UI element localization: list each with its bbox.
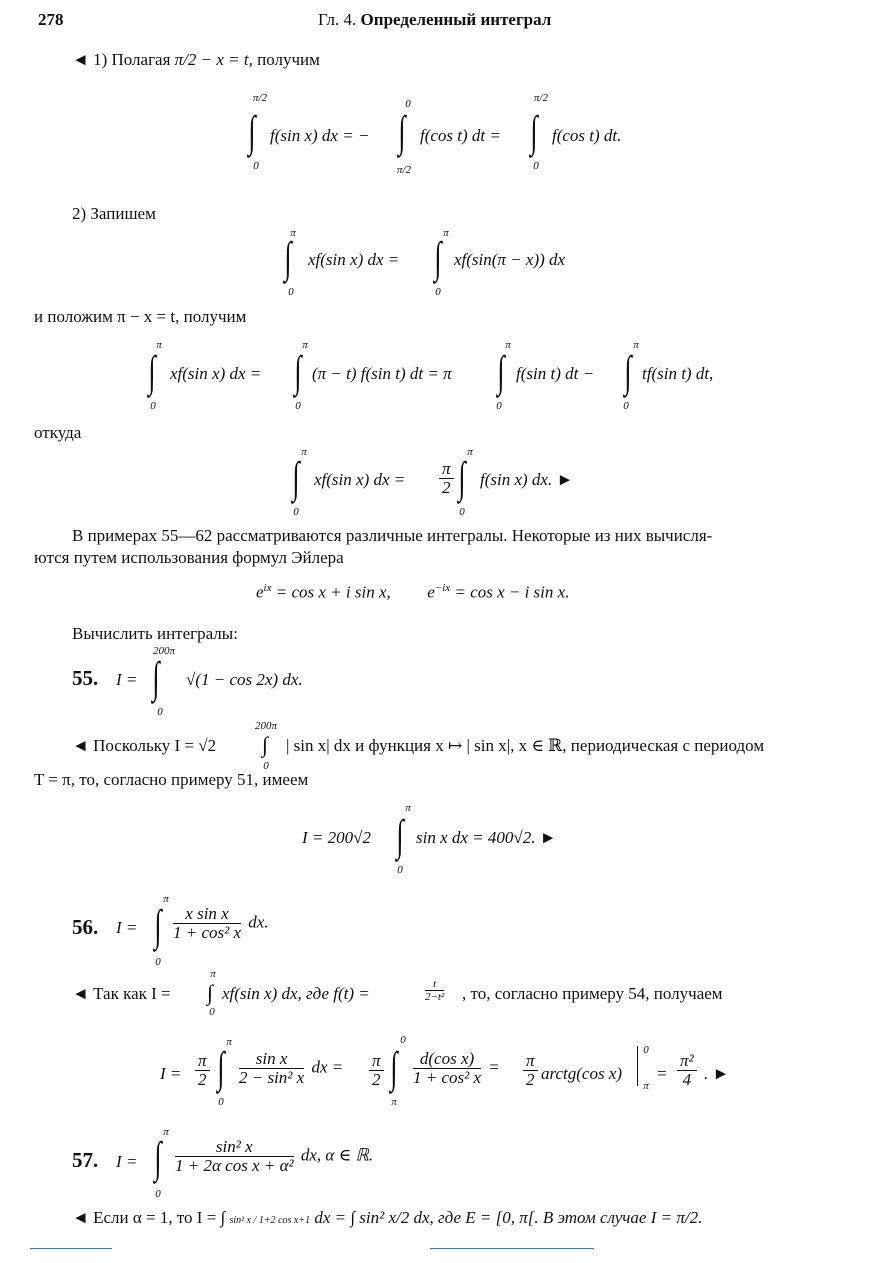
p9-fraction: sin² x / 1+2 cos x+1 (229, 1215, 311, 1226)
eq4-left: xf(sin x) dx = (314, 470, 406, 489)
eq3-upper-a: π (156, 339, 162, 351)
euler-e1-rest: = cos x + i sin x, (275, 582, 391, 602)
eq2-lower-b: 0 (435, 286, 441, 298)
eq6-coef-a: $\frac{\pi}{2}$ (192, 1052, 213, 1089)
paragraph-6: Вычислить интегралы: (72, 624, 238, 643)
example-number: 55. (72, 666, 99, 690)
eq1-upper-a: π/2 (252, 92, 268, 104)
ex55-lhs: I = (116, 670, 138, 689)
eq6-lower-b: π (391, 1096, 397, 1108)
eq2-right: xf(sin(π − x)) dx (454, 250, 566, 269)
integral-sign-icon: ∫ (154, 901, 162, 950)
p8-start: ◄ Так как I = (72, 984, 171, 1003)
eq6-eval-bottom: π (643, 1080, 649, 1092)
chapter-title: Определенный интеграл (360, 10, 552, 29)
p7-line-2: T = π, то, согласно примеру 51, имеем (34, 770, 309, 789)
footer-link-left[interactable] (30, 1248, 112, 1249)
ex57-lhs: I = (116, 1152, 138, 1171)
ex55-body: √(1 − cos 2x) dx. (186, 670, 303, 689)
eq5-lower: 0 (397, 864, 403, 876)
eq5-left: I = 200√2 (302, 828, 371, 847)
eq3-lower-b: 0 (295, 400, 301, 412)
ex55-upper: 200π (152, 645, 175, 657)
eq4-coef: $\frac{\pi}{2}$ (436, 460, 457, 497)
paragraph-2: 2) Запишем (72, 204, 156, 223)
euler-e1: e (256, 582, 264, 602)
euler-e2-rest: = cos x − i sin x. (454, 582, 570, 602)
chapter-label: Гл. 4. (318, 10, 357, 29)
eq1-lower-b: π/2 (396, 164, 412, 176)
eq6-lower-a: 0 (218, 1096, 224, 1108)
eq1-lower-c: 0 (533, 160, 539, 172)
example-number: 57. (72, 1148, 99, 1172)
integral-sign-icon: ∫ (284, 233, 292, 282)
p7-lower: 0 (263, 760, 269, 772)
eq1-term-b: f(cos t) dt = (420, 126, 501, 145)
paragraph-4: откуда (34, 423, 82, 442)
eq6-upper-a: π (226, 1036, 232, 1048)
eq4-upper-b: π (467, 446, 473, 458)
ex55-lower: 0 (157, 706, 163, 718)
eq6-lhs: I = (160, 1064, 182, 1083)
eq1-term-a: f(sin x) dx = − (270, 126, 370, 145)
p1-expr: π/2 − x = t, (174, 50, 253, 69)
integral-sign-icon: ∫ (207, 980, 214, 1005)
p1-start: ◄ 1) Полагая (72, 50, 171, 69)
ex57-lower: 0 (155, 1188, 161, 1200)
eq6-upper-b: 0 (400, 1034, 406, 1046)
eq3-lower-d: 0 (623, 400, 629, 412)
eq3-upper-c: π (505, 339, 511, 351)
integral-sign-icon: ∫ (398, 107, 406, 156)
integral-sign-icon: ∫ (294, 347, 302, 396)
paragraph-9 (72, 1208, 702, 1228)
integral-sign-icon: ∫ (248, 107, 256, 156)
euler-e2: e (427, 582, 435, 602)
integral-sign-icon: ∫ (154, 1133, 162, 1182)
euler-e1-sup: ix (263, 582, 272, 594)
eq3-term-a: xf(sin x) dx = (170, 364, 262, 383)
eq3-lower-a: 0 (150, 400, 156, 412)
footer-link-right[interactable] (430, 1248, 594, 1249)
eq3-term-d: tf(sin t) dt, (642, 364, 714, 383)
eq6-end: . ► (704, 1064, 730, 1083)
eq3-term-c: f(sin t) dt − (516, 364, 595, 383)
eq3-term-b: (π − t) f(sin t) dt = π (312, 364, 452, 383)
eq5-upper: π (405, 802, 411, 814)
p8-end: , то, согласно примеру 54, получаем (462, 984, 723, 1003)
paragraph-3: и положим π − x = t, получим (34, 307, 247, 326)
eq4-upper-a: π (301, 446, 307, 458)
eq6-coef-b: $\frac{\pi}{2}$ (366, 1052, 387, 1089)
p8-lower: 0 (209, 1006, 215, 1018)
eq1-term-c: f(cos t) dt. (552, 126, 622, 145)
integral-sign-icon: ∫ (396, 811, 404, 860)
integral-sign-icon: ∫ (148, 347, 156, 396)
eq1-lower-a: 0 (253, 160, 259, 172)
eq6-result: $\frac{\text{π²}}{4}$ (674, 1052, 700, 1089)
p7-upper: 200π (254, 720, 277, 732)
integral-sign-icon: ∫ (530, 107, 538, 156)
eq1-upper-b: 0 (405, 98, 411, 110)
p9-start: ◄ Если α = 1, то I = ∫ (72, 1208, 226, 1227)
integral-sign-icon: ∫ (434, 233, 442, 282)
eq6-coef-c: $\frac{\pi}{2}$ (520, 1052, 541, 1089)
integral-sign-icon: ∫ (152, 653, 160, 702)
eq2-lower-a: 0 (288, 286, 294, 298)
p1-end: получим (257, 50, 320, 69)
ex57-upper: π (163, 1126, 169, 1138)
running-header (318, 10, 551, 30)
p8-mid: xf(sin x) dx, где f(t) = (222, 984, 370, 1003)
p7-rest: | sin x| dx и функция x ↦ | sin x|, x ∈ ℝ, периодическая с периодом (286, 736, 765, 755)
p7-start: ◄ Поскольку I = √2 (72, 736, 217, 755)
p8-upper: π (210, 968, 216, 980)
ex56-lower: 0 (155, 956, 161, 968)
eq2-upper-a: π (290, 227, 296, 239)
eq3-upper-d: π (633, 339, 639, 351)
integral-sign-icon: ∫ (458, 453, 466, 502)
eq5-right: sin x dx = 400√2. ► (416, 828, 557, 847)
p9-rest: dx = ∫ sin² x/2 dx, где E = [0, π[. В этом случае I = π/2. (314, 1208, 703, 1227)
eq4-lower-a: 0 (293, 506, 299, 518)
eq1-upper-c: π/2 (533, 92, 549, 104)
eq6-equals: = (656, 1064, 668, 1083)
example-number: 56. (72, 915, 99, 939)
ex56-lhs: I = (116, 918, 138, 937)
p8-fraction: $\frac{t}{\text{2−t²}}$ (425, 978, 445, 1003)
eq6-eval-top: 0 (643, 1044, 649, 1056)
eq6-frac-a: $\frac{\text{sin x}}{\text{2 − sin² x}}$ dx = (239, 1049, 344, 1087)
euler-e2-sup: −ix (434, 582, 451, 594)
integral-sign-icon: ∫ (497, 347, 505, 396)
ex56-fraction: $\frac{\text{x sin x}}{\text{1 + cos² x}}$ dx. (173, 904, 269, 942)
eq3-lower-c: 0 (496, 400, 502, 412)
paragraph-5-line-2: ются путем использования формул Эйлера (34, 548, 344, 567)
ex57-fraction: $\frac{\text{sin² x}}{\text{1 + 2α cos x + α²}}$ dx, α ∈ ℝ. (175, 1137, 374, 1175)
paragraph-5-line-1: В примерах 55—62 рассматриваются различные интегралы. Некоторые из них вычисля- (72, 526, 713, 545)
integral-sign-icon: ∫ (292, 453, 300, 502)
eq4-right: f(sin x) dx. ► (480, 470, 574, 489)
integral-sign-icon: ∫ (262, 732, 269, 757)
euler-formulas (256, 582, 569, 603)
eq2-left: xf(sin x) dx = (308, 250, 400, 269)
integral-sign-icon: ∫ (217, 1043, 225, 1092)
eq4-lower-b: 0 (459, 506, 465, 518)
page-number: 278 (38, 10, 64, 29)
eq6-frac-b: $\frac{\text{d(cos x)}}{\text{1 + cos² x}}$ = (413, 1049, 500, 1087)
eq2-upper-b: π (443, 227, 449, 239)
paragraph-1 (72, 50, 320, 70)
integral-sign-icon: ∫ (624, 347, 632, 396)
ex56-upper: π (163, 893, 169, 905)
integral-sign-icon: ∫ (390, 1043, 398, 1092)
eq3-upper-b: π (302, 339, 308, 351)
eq6-arctg: arctg(cos x) (541, 1064, 623, 1083)
